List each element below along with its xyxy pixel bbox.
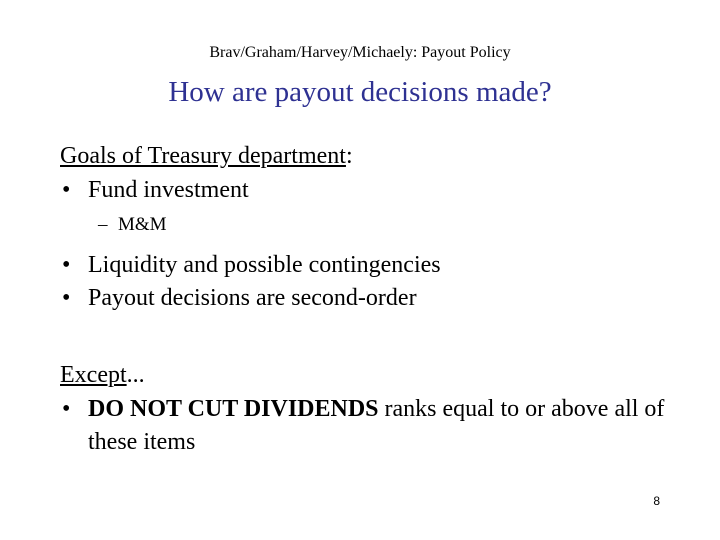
bullet-do-not-cut-dividends <box>60 393 680 459</box>
slide-body <box>60 138 680 459</box>
bullet-icon: • <box>62 252 71 278</box>
bullet-text: ranks equal to or above all of these items <box>88 396 665 455</box>
bullet-payout-decisions <box>60 282 680 315</box>
dash-icon: – <box>98 214 108 235</box>
section-heading-goals-colon: : <box>345 143 353 169</box>
bullet-icon: • <box>62 396 71 422</box>
section-heading-except <box>60 357 680 393</box>
bullet-text: Payout decisions are second-order <box>88 285 417 311</box>
bullet-fund-investment <box>60 174 680 207</box>
bullet-text: Fund investment <box>88 177 249 203</box>
slide-header: Brav/Graham/Harvey/Michaely: Payout Policy <box>209 44 511 61</box>
bullet-liquidity <box>60 249 680 282</box>
sub-bullet-mm <box>60 207 680 243</box>
sub-bullet-text: M&M <box>118 214 167 235</box>
page-number: 8 <box>653 494 660 508</box>
section-heading-except-ellipsis: ... <box>126 362 145 388</box>
slide-title: How are payout decisions made? <box>168 76 552 108</box>
bullet-icon: • <box>62 285 71 311</box>
bullet-bold-text: DO NOT CUT DIVIDENDS <box>88 396 379 422</box>
section-heading-goals-text: Goals of Treasury department <box>60 143 346 169</box>
bullet-icon: • <box>62 177 71 203</box>
bullet-text: Liquidity and possible contingencies <box>88 252 441 278</box>
section-heading-except-text: Except <box>60 362 127 388</box>
section-heading-goals <box>60 138 680 174</box>
